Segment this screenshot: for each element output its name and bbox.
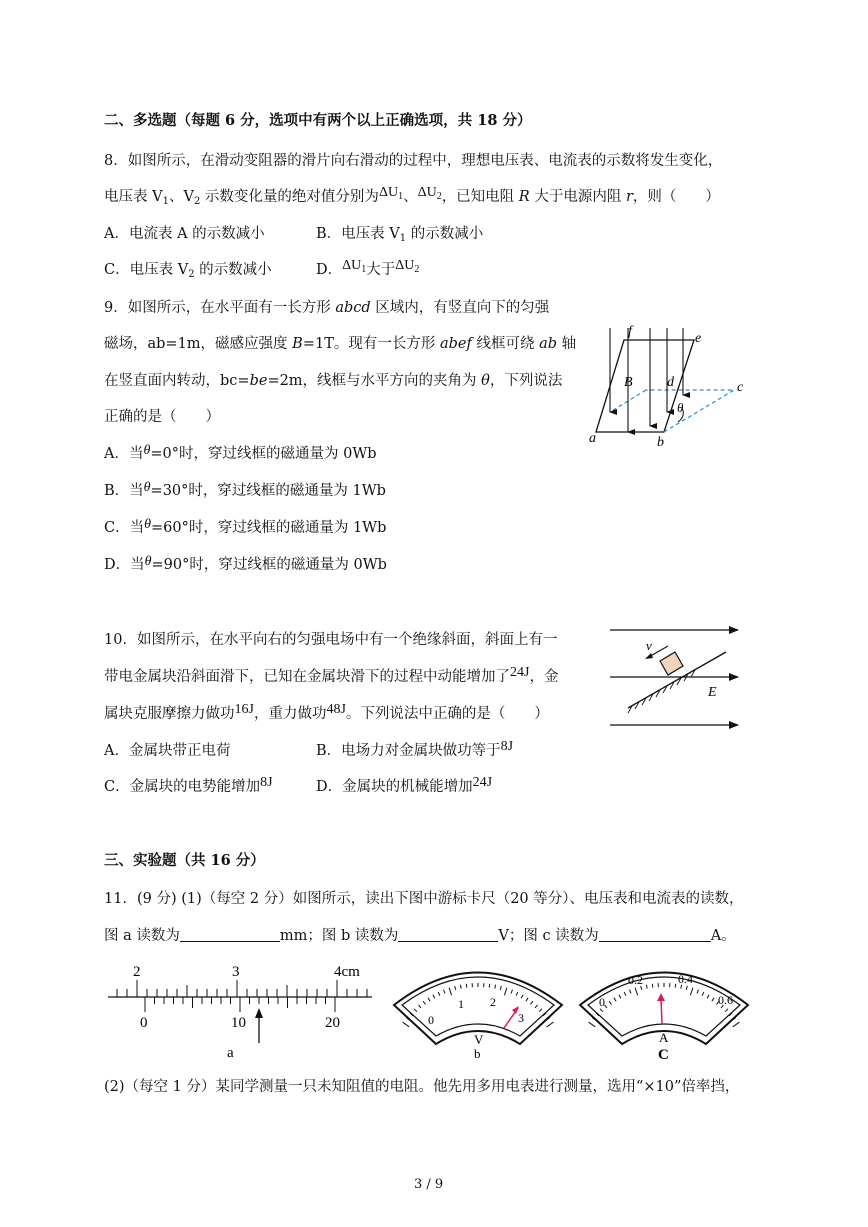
q9-option-a: A．当θ=0°时，穿过线框的磁通量为 0Wb: [104, 443, 377, 462]
q9-region-dashed: [646, 390, 734, 432]
q9-line1: 9．如图所示，在水平面有一长方形 abcd 区域内，有竖直向下的匀强: [104, 300, 550, 316]
section-2-title: 二、多选题（每题 6 分，选项中有两个以上正确选项，共 18 分）: [104, 112, 532, 129]
q10-option-c: C．金属块的电势能增加8J: [104, 775, 273, 795]
voltmeter-figure: [388, 960, 568, 1060]
q8-option-c: C．电压表 $V_2$ 的示数减小: [104, 262, 272, 280]
section-3-title: 三、实验题（共 16 分）: [104, 852, 265, 869]
volt-3: 3: [518, 1011, 524, 1025]
q10-line2: 带电金属块沿斜面滑下，已知在金属块滑下的过程中动能增加了24J，金: [104, 665, 559, 685]
q9-line4: 正确的是（ ）: [104, 409, 220, 425]
amp-0.2: 0.2: [628, 973, 643, 987]
answer-blank-b[interactable]: [398, 927, 498, 942]
page-number: 3 / 9: [414, 1177, 444, 1192]
meter-tick: [589, 1022, 596, 1027]
figure-a-caption: a: [227, 1045, 234, 1061]
label-d: d: [667, 375, 674, 390]
amp-0: 0: [599, 995, 605, 1009]
q8-option-a: A．电流表 A 的示数减小: [104, 226, 265, 242]
label-E: E: [708, 685, 717, 700]
volt-2: 2: [490, 995, 496, 1009]
answer-blank-a[interactable]: [180, 927, 280, 942]
q9-option-d: D．当θ=90°时，穿过线框的磁通量为 0Wb: [104, 554, 387, 573]
main-scale-3: 3: [232, 964, 240, 980]
label-theta: θ: [677, 400, 684, 415]
q10-line1: 10．如图所示，在水平向右的匀强电场中有一个绝缘斜面，斜面上有一: [104, 632, 558, 648]
q8-line2: 电压表 $V_1$、$V_2$ 示数变化量的绝对值分别为$\Delta U_1$、$\Delta U_2$，已知电阻 R 大于电源内阻 r，则（ ）: [104, 185, 720, 207]
meter-tick: [466, 984, 467, 988]
q9-option-b: B．当θ=30°时，穿过线框的磁通量为 1Wb: [104, 480, 386, 499]
meter-tick: [733, 1022, 740, 1027]
q11-part2: (2)（每空 1 分）某同学测量一只未知阻值的电阻。他先用多用电表进行测量，选用“×10”倍率挡，: [104, 1079, 740, 1095]
q8-option-d: D．$\Delta U_1$大于$\Delta U_2$: [316, 258, 420, 278]
q8-line1: 8．如图所示，在滑动变阻器的滑片向右滑动的过程中，理想电压表、电流表的示数将发生变化，: [104, 153, 723, 169]
volt-1: 1: [458, 997, 464, 1011]
volt-0: 0: [428, 1013, 434, 1027]
amp-0.4: 0.4: [678, 972, 693, 986]
meter-tick: [652, 984, 653, 988]
q10-option-b: B．电场力对金属块做功等于8J: [316, 739, 514, 759]
q10-option-d: D．金属块的机械能增加24J: [316, 775, 493, 795]
q9-line3: 在竖直面内转动，bc=be=2m，线框与水平方向的夹角为 θ，下列说法: [104, 373, 563, 389]
q10-line3: 属块克服摩擦力做功16J，重力做功48J。下列说法中正确的是（ ）: [104, 702, 549, 722]
label-f: f: [628, 324, 632, 339]
vernier-caliper-figure: [100, 958, 380, 1063]
meter-tick: [403, 1022, 410, 1027]
amp-unit: A: [659, 1030, 669, 1045]
label-a: a: [589, 431, 596, 446]
vernier-20: 20: [325, 1015, 340, 1031]
main-scale-2: 2: [133, 964, 141, 980]
q9-line2: 磁场，ab=1m，磁感应强度 B=1T。现有一长方形 abef 线框可绕 ab 轴: [104, 336, 577, 352]
q9-option-c: C．当θ=60°时，穿过线框的磁通量为 1Wb: [104, 517, 387, 536]
q11-line1: 11．(9 分) (1)（每空 2 分）如图所示，读出下图中游标卡尺（20 等分）、电压表和电流表的读数，: [104, 891, 744, 907]
q9-figure: [585, 320, 755, 455]
q10-figure: [605, 620, 745, 735]
amp-pointer: [661, 998, 662, 1024]
amp-0.6: 0.6: [718, 993, 733, 1007]
label-b: b: [657, 435, 664, 450]
meter-tick: [675, 984, 676, 988]
q10-option-a: A．金属块带正电荷: [104, 743, 231, 759]
answer-blank-c[interactable]: [599, 927, 711, 942]
main-scale-4cm: 4cm: [334, 964, 360, 980]
label-v: v: [646, 638, 652, 653]
q8-option-b: B．电压表 $V_1$ 的示数减小: [316, 226, 484, 244]
q9-frame: [596, 340, 694, 432]
label-c: c: [737, 380, 744, 395]
q11-line2: 图 a 读数为 mm；图 b 读数为 V；图 c 读数为 A。: [104, 928, 736, 944]
meter-tick: [547, 1022, 554, 1027]
vernier-10: 10: [231, 1015, 246, 1031]
volt-unit: V: [474, 1032, 484, 1047]
label-B: B: [624, 375, 633, 390]
figure-b-caption: b: [474, 1046, 481, 1061]
vernier-0: 0: [140, 1015, 148, 1031]
ammeter-figure: [574, 958, 754, 1062]
label-e: e: [695, 331, 702, 346]
figure-c-caption: C: [658, 1047, 669, 1063]
metal-block: [660, 652, 683, 675]
meter-tick: [489, 984, 490, 988]
